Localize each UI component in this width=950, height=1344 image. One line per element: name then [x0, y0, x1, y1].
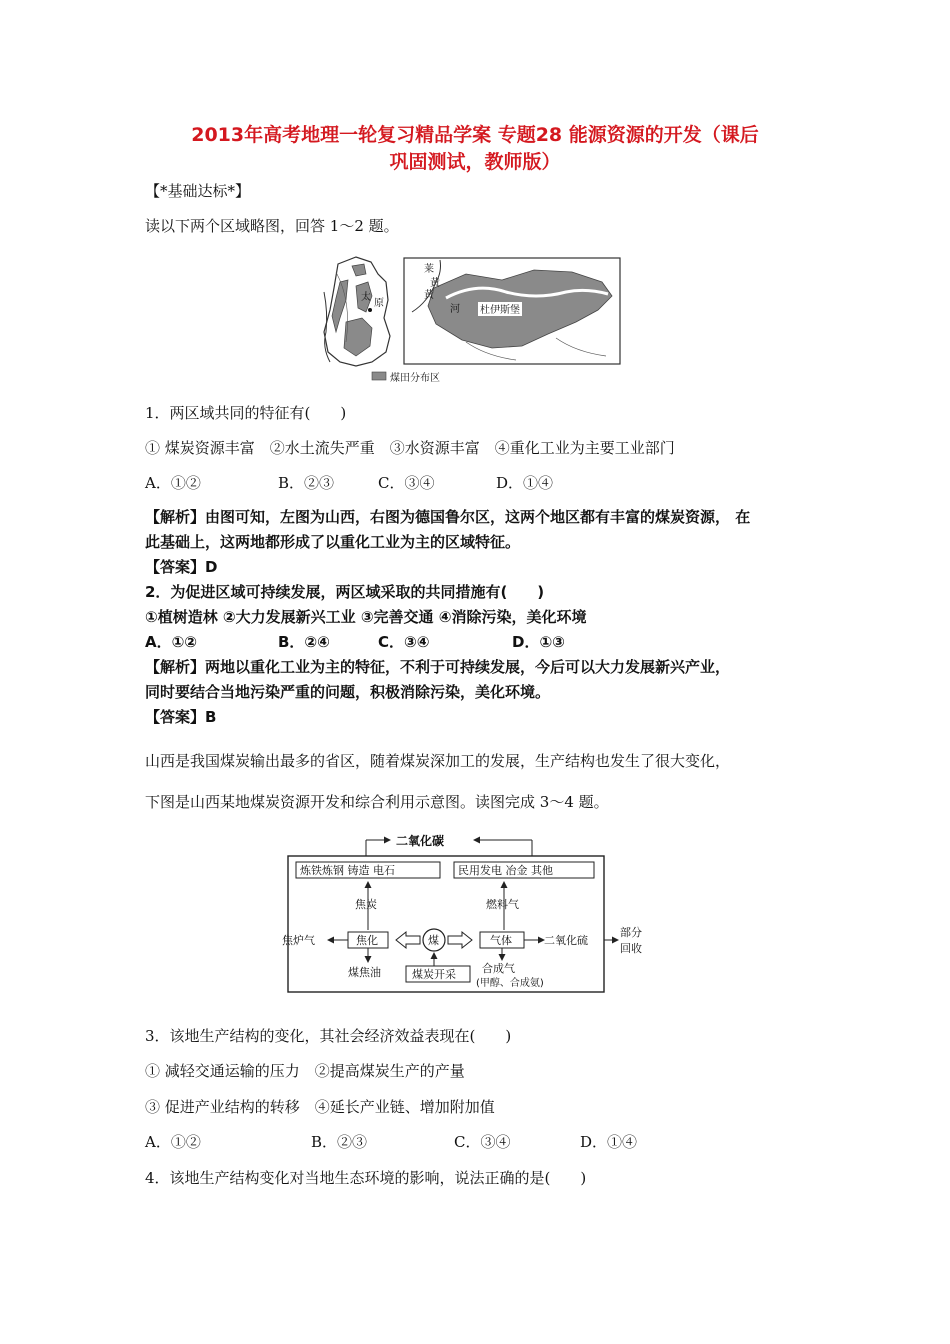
gas-label: 气体: [490, 934, 512, 947]
syngas-label: 合成气: [482, 962, 515, 975]
yellow-river-label-top: 黄: [430, 278, 440, 289]
title-line-2: 巩固测试，教师版）: [389, 151, 561, 173]
q1-items: ① 煤炭资源丰富 ②水土流失严重 ③水资源丰富 ④重化工业为主要工业部门: [145, 439, 675, 457]
ruhr-map: [404, 258, 620, 364]
q4-stem: 4．该地生产结构变化对当地生态环境的影响，说法正确的是( ): [145, 1169, 587, 1187]
q1-option-d: D．①④: [496, 474, 554, 492]
intro-text-2b: 下图是山西某地煤炭资源开发和综合利用示意图。读图完成 3～4 题。: [145, 793, 609, 811]
coal-utilization-diagram: [282, 826, 662, 998]
title-line-1: 2013年高考地理一轮复习精品学案 专题28 能源资源的开发（课后: [191, 124, 759, 146]
q3-option-c: C．③④: [454, 1133, 511, 1151]
map-legend: [372, 371, 440, 384]
q3-items-1: ① 减轻交通运输的压力 ②提高煤炭生产的产量: [145, 1062, 465, 1080]
taiyuan-label-2: 原: [374, 298, 384, 309]
section-label: 【*基础达标*】: [145, 182, 251, 200]
q2-option-b: B．②④: [278, 633, 330, 651]
q3-option-d: D．①④: [580, 1133, 638, 1151]
q2-option-c: C．③④: [378, 633, 430, 651]
q2-answer: 【答案】B: [145, 708, 217, 726]
coal-label: 煤: [428, 934, 439, 947]
q1-option-c: C．③④: [378, 474, 435, 492]
coke-gas-label: 焦炉气: [282, 934, 315, 947]
q3-option-a: A．①②: [145, 1133, 201, 1151]
industry-box-label: 炼铁炼钢 铸造 电石: [300, 864, 395, 877]
q2-option-a: A．①②: [145, 633, 198, 651]
legend-label: 煤田分布区: [390, 373, 440, 384]
coal-tar-label: 煤焦油: [348, 966, 381, 979]
syngas-note: (甲醇、合成氨): [476, 978, 544, 989]
q2-items: ①植树造林 ②大力发展新兴工业 ③完善交通 ④消除污染，美化环境: [145, 608, 587, 626]
taiyuan-label-1: 太: [361, 292, 371, 303]
intro-text-2a: 山西是我国煤炭输出最多的省区，随着煤炭深加工的发展，生产结构也发生了很大变化，: [145, 752, 731, 770]
use-box-label: 民用发电 冶金 其他: [458, 864, 553, 877]
q1-analysis-line-1: 【解析】由图可知，左图为山西，右图为德国鲁尔区，这两个地区都有丰富的煤炭资源， 在: [145, 508, 751, 526]
so2-label: 二氧化硫: [544, 934, 588, 947]
q2-analysis-line-2: 同时要结合当地污染严重的问题，积极消除污染，美化环境。: [145, 683, 551, 701]
q1-answer: 【答案】D: [145, 558, 218, 576]
laiyin-label: 莱: [424, 264, 434, 275]
q3-option-b: B．②③: [311, 1133, 368, 1151]
q2-stem: 2．为促进区域可持续发展，两区域采取的共同措施有( ): [145, 583, 545, 601]
intro-text-1: 读以下两个区域略图，回答 1～2 题。: [145, 217, 399, 235]
mining-label: 煤炭开采: [412, 968, 456, 981]
yellow-river-label-2: 河: [450, 304, 460, 315]
coke-label: 焦炭: [355, 898, 377, 911]
coking-label: 焦化: [356, 934, 378, 947]
duisburg-label: 杜伊斯堡: [480, 305, 520, 316]
q2-analysis-line-1: 【解析】两地以重化工业为主的特征，不利于可持续发展，今后可以大力发展新兴产业，: [145, 658, 731, 676]
region-maps-figure: [316, 252, 626, 388]
document-title: [120, 122, 830, 176]
q2-option-d: D．①③: [512, 633, 565, 651]
q3-items-2: ③ 促进产业结构的转移 ④延长产业链、增加附加值: [145, 1098, 495, 1116]
q1-stem: 1．两区域共同的特征有( ): [145, 404, 347, 422]
q1-analysis-line-2: 此基础上，这两地都形成了以重化工业为主的区域特征。: [145, 533, 521, 551]
partial-label-1: 部分: [620, 926, 642, 939]
q3-stem: 3．该地生产结构的变化，其社会经济效益表现在( ): [145, 1027, 512, 1045]
q1-option-b: B．②③: [278, 474, 335, 492]
yellow-river-label-1: 黄: [424, 290, 434, 301]
q1-option-a: A．①②: [145, 474, 201, 492]
fuel-gas-label: 燃料气: [486, 898, 519, 911]
shanxi-map: [324, 257, 390, 366]
partial-label-2: 回收: [620, 942, 642, 955]
co2-label: 二氧化碳: [396, 834, 445, 848]
